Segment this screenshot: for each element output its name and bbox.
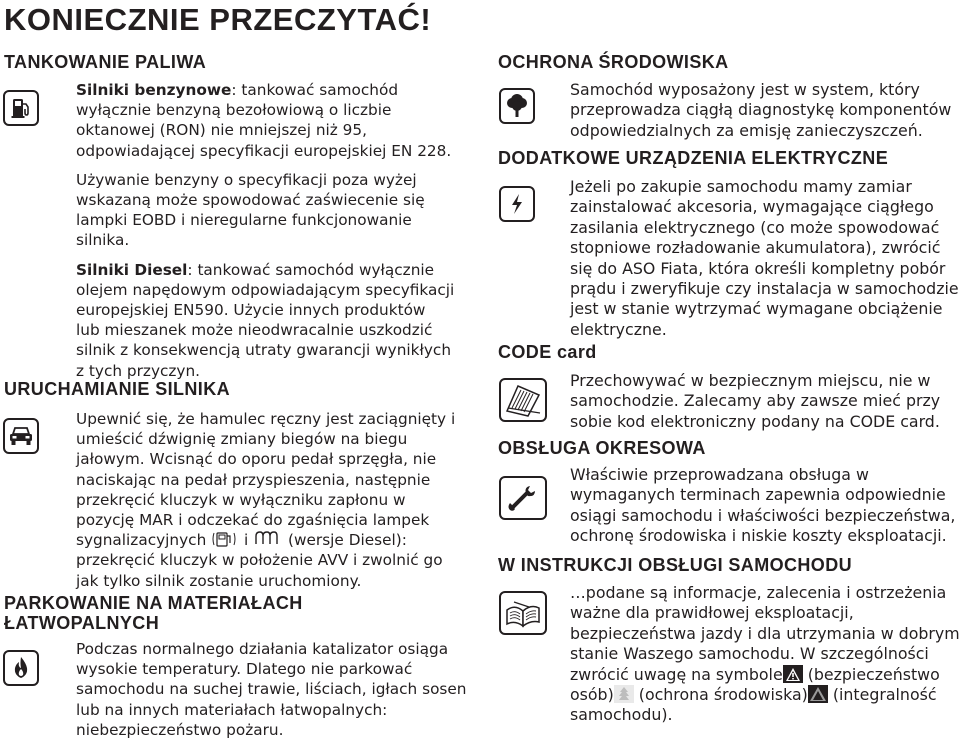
text-line: jak tylko silnik zostanie uruchomiony.: [76, 571, 362, 590]
text-line: samochodu).: [570, 705, 673, 725]
manual-text: [570, 583, 960, 726]
text-line: [570, 665, 960, 685]
page-title: KONIECZNIE PRZECZYTAĆ!: [4, 2, 432, 37]
spacer: [76, 251, 454, 260]
lightning-icon: [499, 186, 535, 222]
text-span: (ochrona środowiska): [638, 685, 808, 705]
warning-lamp-icon: [211, 530, 239, 548]
text-line: jałowym. Wcisnąć do oporu pedał sprzęgła, nie: [76, 450, 437, 469]
vehicle-integrity-icon: [808, 685, 828, 703]
heading-line: ŁATWOPALNYCH: [4, 613, 160, 633]
bold-term: Silniki benzynowe: [76, 81, 232, 99]
maintenance-text: [570, 465, 955, 547]
environment-symbol-icon: [614, 685, 634, 703]
section-heading-code-card: CODE card: [498, 342, 597, 362]
text-line: prądu i zweryfikuje czy instalacja w samochodzie: [570, 279, 959, 299]
wrench-icon: [499, 476, 547, 520]
text-line: lampki EOBD i nieregularne funkcjonowanie: [76, 211, 412, 230]
text-line: Podczas normalnego działania katalizator osiąga: [76, 640, 449, 658]
open-book-icon: [499, 591, 547, 635]
text-line: zasilania elektrycznego (co może spowodować: [570, 217, 940, 237]
flame-icon: [3, 650, 39, 686]
text-line: oktanowej (RON) nie mniejszej niż 95,: [76, 121, 367, 140]
text-line: wyłącznie benzyną bezołowiową o liczbie: [76, 101, 392, 120]
section-heading-fuel: TANKOWANIE PALIWA: [4, 52, 207, 72]
text-line: ważne dla prawidłowej eksploatacji,: [570, 603, 854, 623]
text-line: sobie kod elektroniczny podany na CODE card.: [570, 411, 940, 431]
section-heading-electrical: DODATKOWE URZĄDZENIA ELEKTRYCZNE: [498, 148, 889, 168]
spacer: [76, 161, 454, 170]
text-line: Przechowywać w bezpiecznym miejscu, nie w: [570, 371, 931, 390]
text-line: jest w stanie wytrzymać wymagane obciążenie: [570, 299, 943, 319]
text-line: Jeżeli po zakupie samochodu mamy zamiar: [570, 177, 912, 196]
text-span: (bezpieczeństwo: [807, 664, 940, 684]
text-line: umieścić dźwignię zmiany biegów na biegu: [76, 430, 408, 449]
text-line: pozycję MAR i odczekać do zgaśnięcia lampek: [76, 511, 430, 530]
heading-line: PARKOWANIE NA MATERIAŁACH: [4, 593, 303, 613]
section-heading-maintenance: OBSŁUGA OKRESOWA: [498, 438, 706, 458]
text-line: [76, 260, 454, 280]
text-line: wymaganych terminach zapewnia odpowiednie: [570, 485, 946, 505]
parking-text: [76, 639, 467, 740]
text-line: odpowiadającej specyfikacji europejskiej EN 228.: [76, 141, 452, 160]
text-span: zwrócić uwagę na symbole: [570, 664, 783, 684]
text-line: wysokie temperatury. Dlatego nie parkować: [76, 660, 413, 679]
text-line: silnika.: [76, 231, 130, 250]
text-line: [570, 685, 960, 705]
tree-icon: [499, 88, 535, 124]
text-line: przekręcić kluczyk w położenie AVV i zwolnić go: [76, 551, 443, 570]
text-line: stanie Waszego samochodu. W szczególności: [570, 644, 929, 664]
section-heading-manual: W INSTRUKCJI OBSŁUGI SAMOCHODU: [498, 555, 852, 575]
text-line: osiągi samochodu i właściwości bezpieczeństwa,: [570, 505, 956, 525]
section-heading-engine-start: URUCHAMIANIE SILNIKA: [4, 379, 230, 399]
text-line: olejem napędowym odpowiadającym specyfikacji: [76, 280, 455, 299]
text-line: się do ASO Fiata, która określi kompletny pobór: [570, 258, 946, 278]
electrical-text: [570, 177, 959, 340]
engine-start-text: [76, 409, 455, 591]
text-span: : tankować samochód wyłącznie: [187, 260, 435, 279]
text-line: …podane są informacje, zalecenia i ostrzeżenia: [570, 583, 947, 602]
text-line: odpowiedzialnych za emisję zanieczyszczeń.: [570, 120, 923, 140]
text-span: i: [244, 531, 249, 550]
code-card-text: [570, 371, 940, 432]
car-front-icon: [3, 418, 39, 454]
fuel-text: [76, 80, 454, 381]
text-line: silnik z konsekwencją utraty gwarancji wynikłych: [76, 341, 452, 360]
text-line: z tych przyczyn.: [76, 361, 201, 380]
text-line: europejskiej EN590. Użycie innych produktów: [76, 301, 426, 320]
text-line: przekręcić kluczyk w wyłączniku zapłonu w: [76, 490, 406, 509]
text-line: niebezpieczeństwo pożaru.: [76, 720, 284, 739]
text-line: naciskając na pedał przyspieszenia, następnie: [76, 470, 431, 489]
text-line: stopniowe rozładowanie akumulatora), zwrócić: [570, 238, 941, 258]
text-line: Samochód wyposażony jest w system, który: [570, 80, 920, 99]
text-line: przeprowadza ciągłą diagnostykę komponentów: [570, 100, 952, 120]
text-line: Właściwie przeprowadzana obsługa w: [570, 465, 869, 484]
environment-text: [570, 80, 951, 141]
section-heading-environment: OCHRONA ŚRODOWISKA: [498, 52, 729, 72]
text-span: sygnalizacyjnych: [76, 531, 207, 550]
text-line: bezpieczeństwa jazdy i dla utrzymania w dobrym: [570, 623, 960, 643]
text-line: zainstalować akcesoria, wymagające ciągłego: [570, 197, 934, 217]
text-span: osób): [570, 685, 614, 705]
fuel-pump-icon: [3, 90, 39, 126]
code-card-icon: [499, 378, 547, 422]
glow-plug-icon: [253, 530, 283, 548]
section-heading-parking: [4, 593, 303, 633]
text-line: samochodu na suchej trawie, liściach, igłach sosen: [76, 680, 467, 699]
warning-triangle-icon: [783, 665, 803, 683]
text-span: (integralność: [832, 685, 937, 705]
text-line: lub na innych materiałach łatwopalnych:: [76, 700, 388, 719]
text-line: ochronę środowiska i niskie koszty eksploatacji.: [570, 526, 947, 546]
text-line: [76, 530, 455, 550]
text-line: wskazaną może spowodować zaświecenie się: [76, 191, 425, 210]
text-line: Upewnić się, że hamulec ręczny jest zaciągnięty i: [76, 410, 456, 428]
text-line: [76, 80, 454, 100]
text-span: (wersje Diesel):: [288, 531, 407, 550]
text-span: : tankować samochód: [231, 81, 399, 99]
bold-term: Silniki Diesel: [76, 260, 188, 279]
text-line: Używanie benzyny o specyfikacji poza wyżej: [76, 170, 417, 189]
text-line: samochodzie. Zalecamy aby zawsze mieć przy: [570, 391, 941, 411]
text-line: lub mieszanek może nieodwracalnie uszkodzić: [76, 321, 433, 340]
text-line: elektryczne.: [570, 319, 667, 339]
